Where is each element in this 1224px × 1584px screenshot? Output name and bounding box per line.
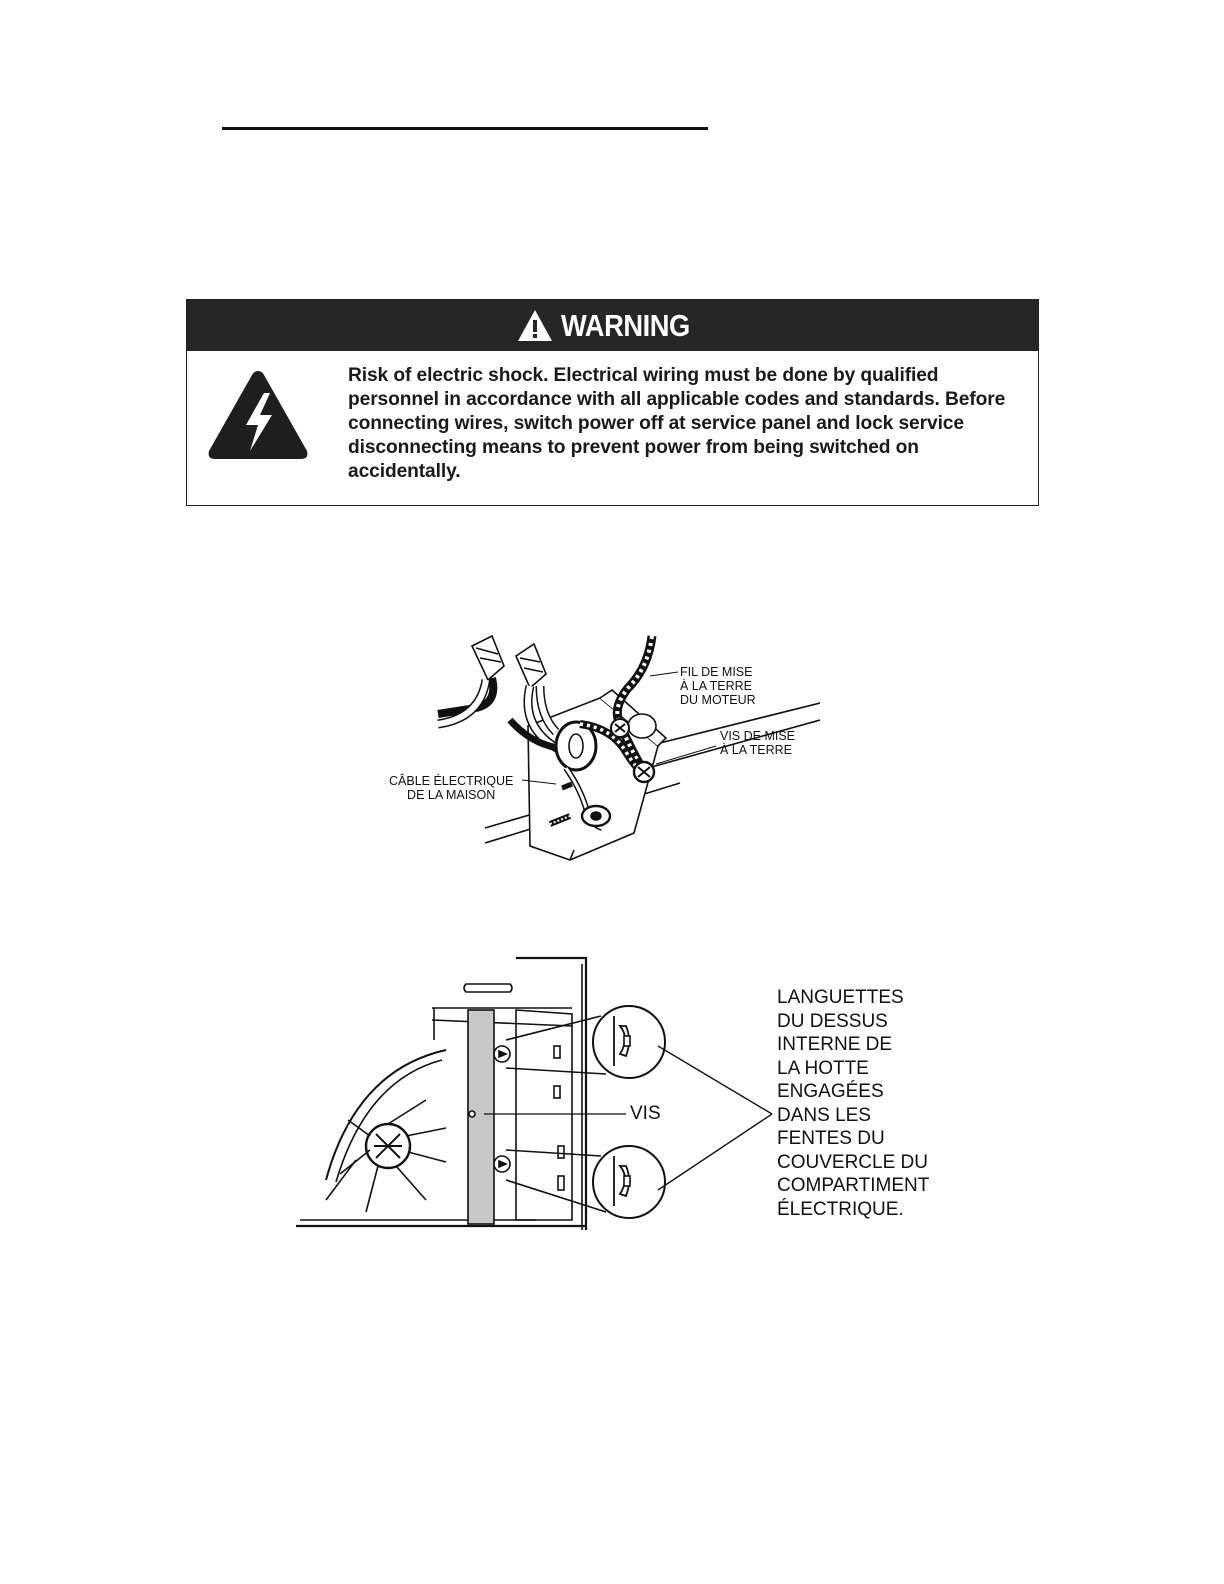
screw-label: VIS [630, 1103, 661, 1124]
tabs-label: LANGUETTES DU DESSUS INTERNE DE LA HOTTE ENGAGÉES DANS LES FENTES DU COUVERCLE DU COMPARTIMENT ÉLECTRIQUE. [777, 987, 930, 1220]
warning-triangle-icon [517, 309, 553, 342]
compartment-illustration [296, 950, 776, 1235]
warning-header [187, 300, 1038, 351]
motor-ground-wire-label: FIL DE MISE À LA TERRE DU MOTEUR [680, 665, 756, 707]
warning-body [187, 351, 1038, 505]
warning-box [186, 299, 1039, 506]
electric-shock-icon [206, 367, 310, 463]
compartment-diagram [296, 950, 956, 1235]
warning-text: Risk of electric shock. Electrical wiring must be done by qualified personnel in accordance with all applicable codes and standards. Before connecting wires, switch power off at service panel and lock service disconnecting means to prevent power from being switched on accidentally. [348, 365, 1006, 482]
house-cable-label: CÂBLE ÉLECTRIQUE DE LA MAISON [389, 774, 514, 802]
warning-title: WARNING [561, 307, 691, 343]
header-rule [222, 127, 708, 130]
ground-screw-label: VIS DE MISE À LA TERRE [720, 729, 796, 757]
wiring-diagram [380, 628, 820, 868]
